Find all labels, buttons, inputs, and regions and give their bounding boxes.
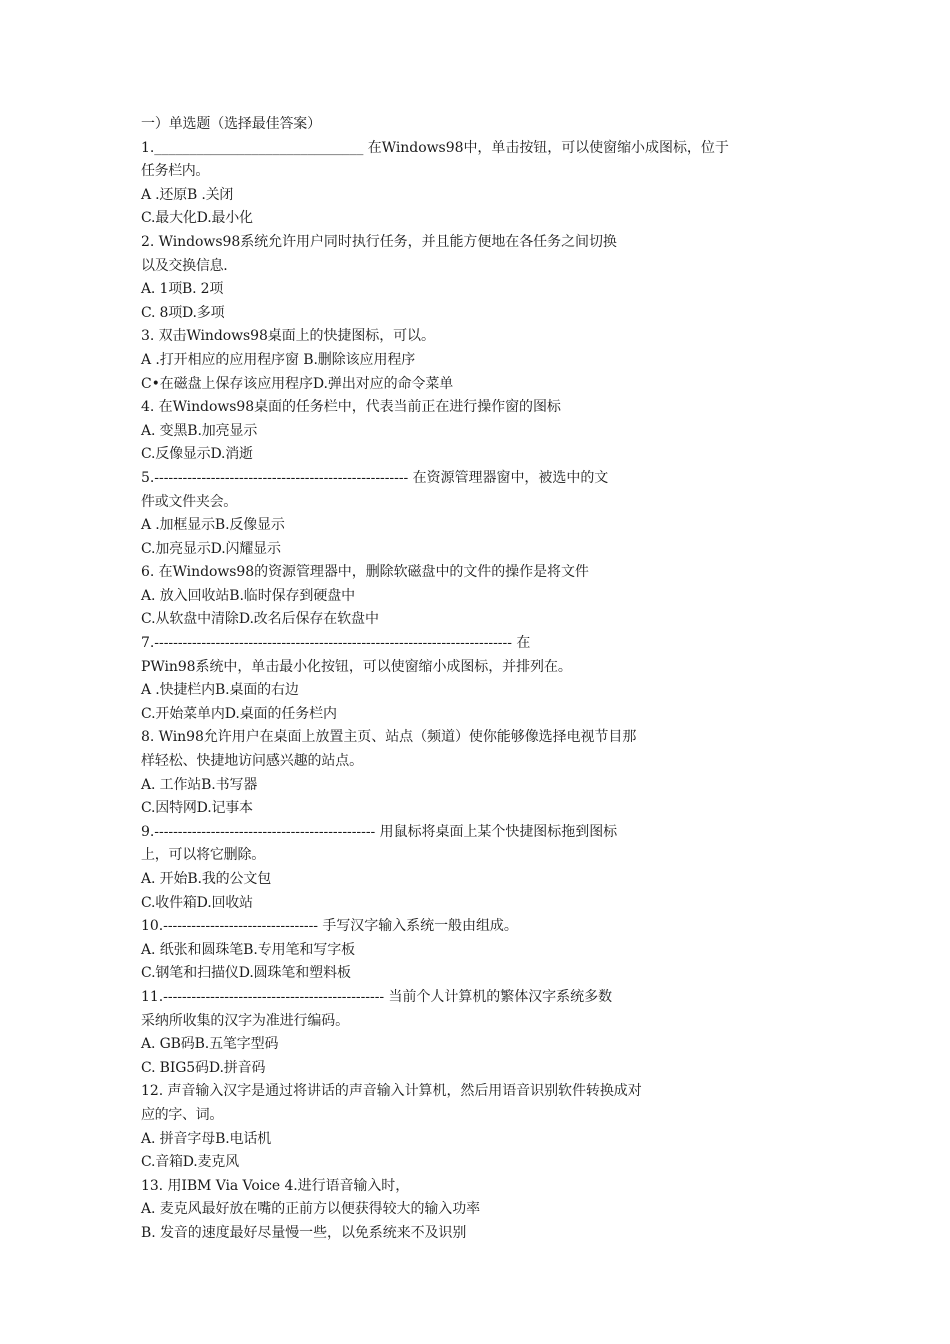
text-line: C.加亮显示D.闪耀显示 xyxy=(141,540,281,557)
text-line: PWin98系统中，单击最小化按钮，可以使窗缩小成图标，并排列在。 xyxy=(141,658,572,675)
text-line: C.音箱D.麦克风 xyxy=(141,1154,239,1171)
text-line: B. 发音的速度最好尽量慢一些，以免系统来不及识别 xyxy=(141,1224,467,1241)
text-line: C. BIG5码D.拼音码 xyxy=(141,1059,266,1076)
text-line: A. 1项B. 2项 xyxy=(141,281,224,298)
text-line: C.收件箱D.回收站 xyxy=(141,894,253,911)
text-line: A .加框显示B.反像显示 xyxy=(141,517,285,534)
text-line: C.从软盘中清除D.改名后保存在软盘中 xyxy=(141,611,379,628)
text-line: 采纳所收集的汉字为准进行编码。 xyxy=(141,1012,350,1029)
text-line: C.最大化D.最小化 xyxy=(141,210,253,227)
text-line: 6. 在Windows98的资源管理器中，删除软磁盘中的文件的操作是将文件 xyxy=(141,564,589,581)
text-line: 上，可以将它删除。 xyxy=(141,847,266,864)
text-line: 应的字、词。 xyxy=(141,1106,224,1123)
text-line: A .打开相应的应用程序窗 B.删除该应用程序 xyxy=(141,351,416,368)
text-line: C.因特网D.记事本 xyxy=(141,800,253,817)
text-line: A. 开始B.我的公文包 xyxy=(141,871,272,887)
text-line: 任务栏内。 xyxy=(141,163,209,180)
text-line: C•在磁盘上保存该应用程序D.弹出对应的命令菜单 xyxy=(141,375,454,392)
text-line: C.钢笔和扫描仪D.圆珠笔和塑料板 xyxy=(141,965,351,982)
text-line: 件或文件夹会。 xyxy=(141,493,237,510)
text-line: 5.------------------------------------------------------ 在资源管理器窗中，被选中的文 xyxy=(141,469,609,486)
text-line: 2. Windows98系统允许用户同时执行任务，并且能方便地在各任务之间切换 xyxy=(141,233,617,250)
question-list xyxy=(141,137,811,1246)
text-line: A .快捷栏内B.桌面的右边 xyxy=(141,682,299,699)
text-line: C. 8项D.多项 xyxy=(141,304,225,321)
text-line: 13. 用IBM Via Voice 4.进行语音输入时， xyxy=(141,1177,410,1194)
text-line: A. 变黑B.加亮显示 xyxy=(141,422,258,439)
text-line: A .还原B .关闭 xyxy=(141,186,234,203)
document-body xyxy=(141,113,811,1246)
text-line: 9.----------------------------------------------- 用鼠标将桌面上某个快捷图标拖到图标 xyxy=(141,823,618,840)
text-line: A. 工作站B.书写器 xyxy=(141,776,258,793)
text-line: A. 麦克风最好放在嘴的正前方以便获得较大的输入功率 xyxy=(141,1201,481,1218)
text-line: C.开始菜单内D.桌面的任务栏内 xyxy=(141,705,337,722)
text-line: 4. 在Windows98桌面的任务栏中，代表当前正在进行操作窗的图标 xyxy=(141,399,561,416)
text-line: A. 纸张和圆珠笔B.专用笔和写字板 xyxy=(141,941,356,958)
text-line: 样轻松、快捷地访问感兴趣的站点。 xyxy=(141,753,363,770)
text-line: 10.--------------------------------- 手写汉字输入系统一般由组成。 xyxy=(141,918,518,935)
text-line: A. 拼音字母B.电话机 xyxy=(141,1130,272,1147)
text-line: 7.---------------------------------------------------------------------------- 在 xyxy=(141,635,531,652)
text-line: A. GB码B.五笔字型码 xyxy=(141,1036,279,1053)
text-line: 11.----------------------------------------------- 当前个人计算机的繁体汉字系统多数 xyxy=(141,988,613,1005)
text-line: 8. Win98允许用户在桌面上放置主页、站点（频道）使你能够像选择电视节目那 xyxy=(141,729,637,746)
text-line: A. 放入回收站B.临时保存到硬盘中 xyxy=(141,587,356,604)
section-title: 一）单选题（选择最佳答案） xyxy=(141,116,321,132)
text-line: 12. 声音输入汉字是通过将讲话的声音输入计算机，然后用语音识别软件转换成对 xyxy=(141,1083,642,1100)
text-line: 1.______________________________ 在Windows98中，单击按钮，可以使窗缩小成图标，位于 xyxy=(141,139,729,156)
text-line: C.反像显示D.消逝 xyxy=(141,446,253,463)
text-line: 3. 双击Windows98桌面上的快捷图标，可以。 xyxy=(141,328,435,345)
text-line: 以及交换信息. xyxy=(141,257,228,274)
